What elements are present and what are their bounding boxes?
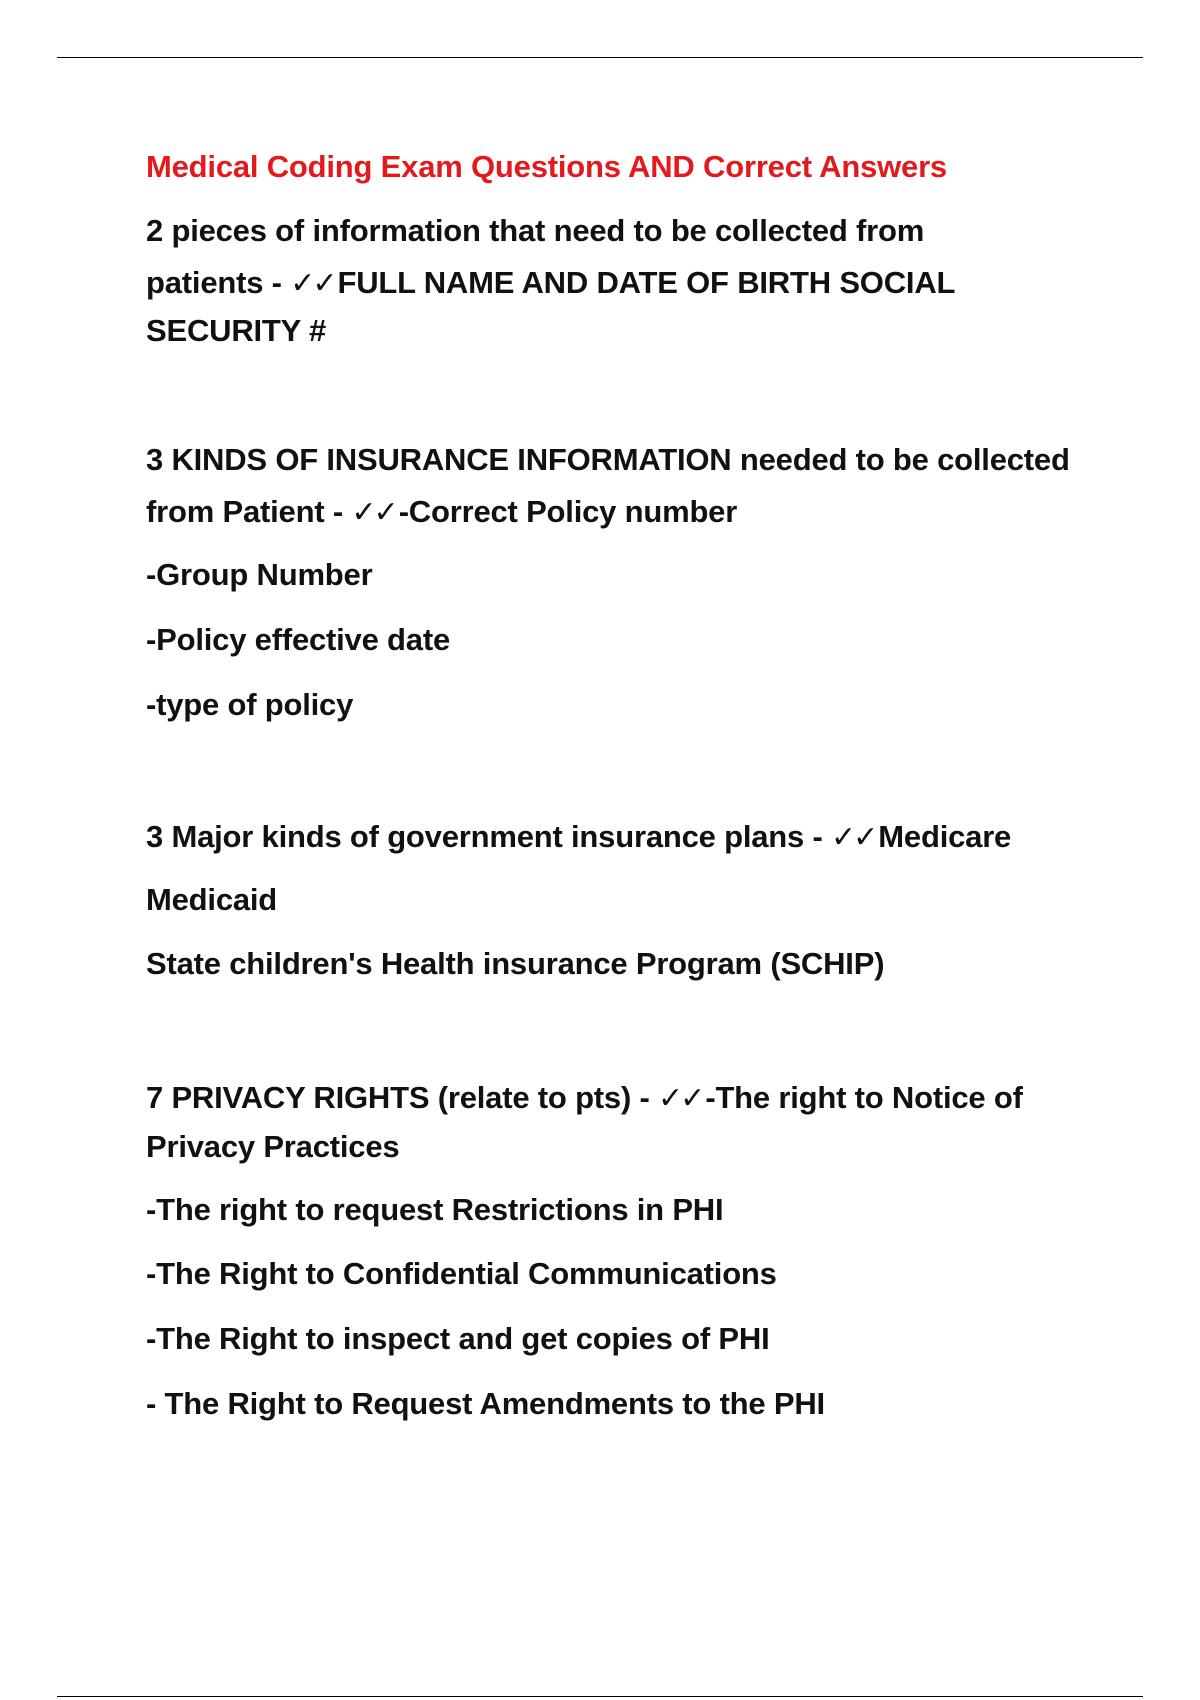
q1-line-2	[146, 265, 955, 301]
double-check-icon: ✓✓	[658, 1081, 703, 1116]
q3-item: State children's Health insurance Program (SCHIP)	[146, 946, 885, 981]
q4-item: -The Right to inspect and get copies of PHI	[146, 1321, 770, 1356]
double-check-icon: ✓✓	[351, 495, 396, 530]
top-rule	[57, 57, 1143, 58]
q1-answer: FULL NAME AND DATE OF BIRTH SOCIAL	[337, 265, 956, 300]
q2-item: -type of policy	[146, 687, 354, 722]
q3-answer: Medicare	[878, 819, 1012, 854]
q1-line-3: SECURITY #	[146, 313, 327, 348]
double-check-icon: ✓✓	[831, 820, 876, 855]
q4-item: -The right to request Restrictions in PHI	[146, 1192, 724, 1227]
q2-item: -Policy effective date	[146, 622, 450, 657]
q2-line-2	[146, 494, 737, 530]
q4-line-1	[146, 1080, 1023, 1116]
q4-item: - The Right to Request Amendments to the PHI	[146, 1386, 825, 1421]
q2-item: -Group Number	[146, 557, 373, 592]
q4-line-2: Privacy Practices	[146, 1129, 400, 1164]
double-check-icon: ✓✓	[290, 266, 335, 301]
q4-prompt: 7 PRIVACY RIGHTS (relate to pts) -	[146, 1080, 659, 1115]
q2-prompt-tail: from Patient -	[146, 494, 352, 529]
bottom-rule	[57, 1696, 1143, 1697]
document-title: Medical Coding Exam Questions AND Correct Answers	[146, 149, 947, 184]
q1-line-1: 2 pieces of information that need to be collected from	[146, 213, 925, 248]
q2-line-1: 3 KINDS OF INSURANCE INFORMATION needed to be collected	[146, 442, 1070, 477]
q3-item: Medicaid	[146, 882, 278, 917]
q3-prompt: 3 Major kinds of government insurance plans -	[146, 819, 832, 854]
q4-answer: -The right to Notice of	[705, 1080, 1023, 1115]
q2-answer: -Correct Policy number	[398, 494, 738, 529]
q4-item: -The Right to Confidential Communications	[146, 1256, 777, 1291]
q3-line-1	[146, 819, 1011, 855]
q1-prompt-tail: patients -	[146, 265, 291, 300]
